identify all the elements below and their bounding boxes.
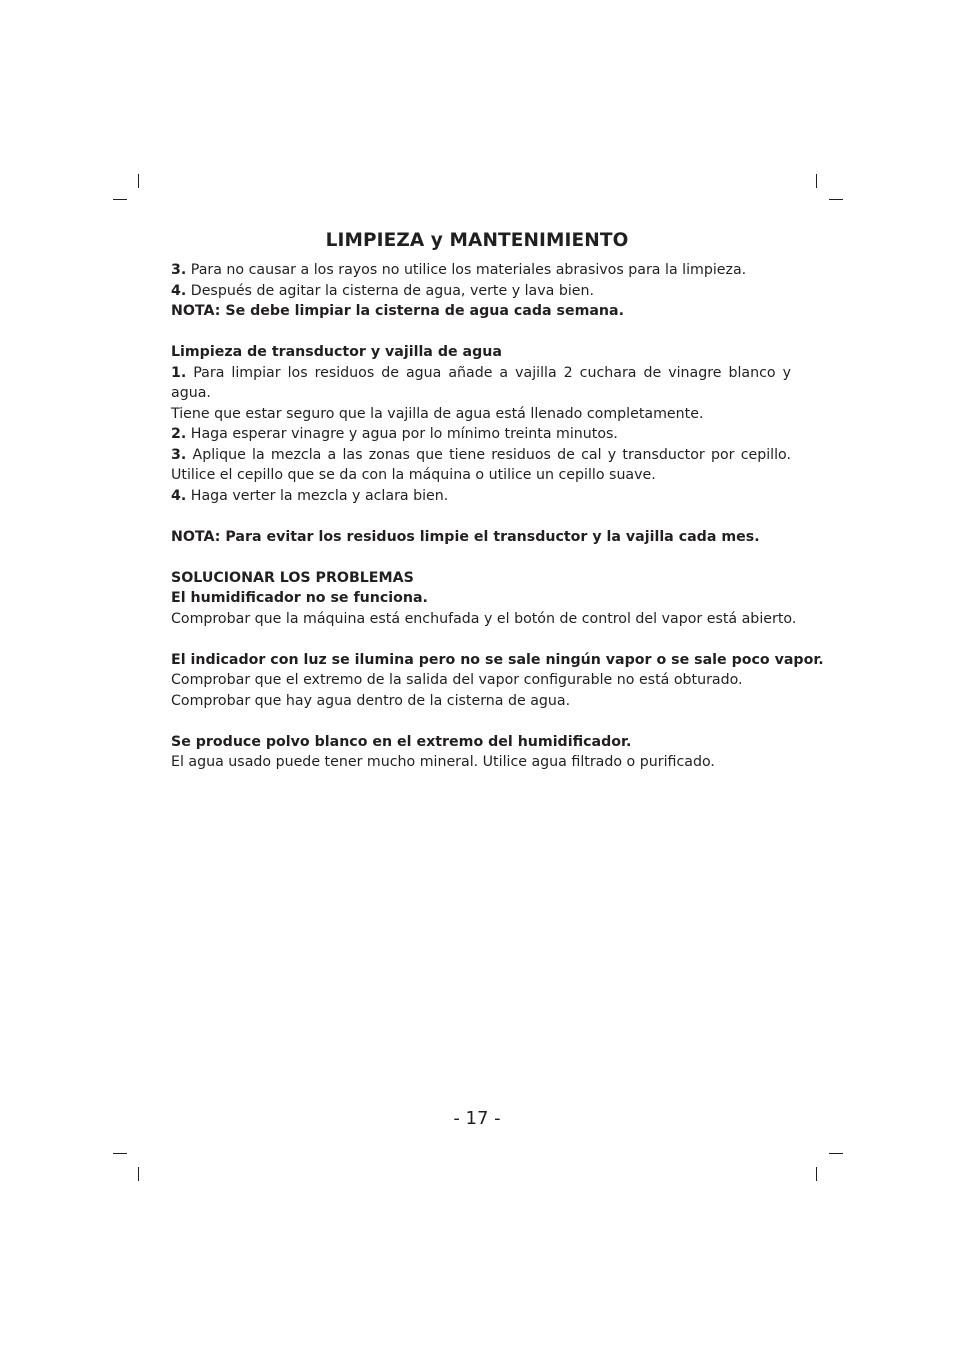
list-item [171,486,791,507]
spacer [171,711,791,732]
crop-mark [829,199,843,200]
item-number: 1. [171,364,187,381]
spacer [171,322,791,343]
problem-title: El indicador con luz se ilumina pero no se sale ningún vapor o se sale poco vapor. [171,651,824,668]
item-number: 3. [171,446,187,463]
item-continuation: Tiene que estar seguro que la vajilla de agua está llenado completamente. [171,405,704,422]
solution-text: El agua usado puede tener mucho mineral. Utilice agua filtrado o purificado. [171,754,715,770]
section-heading: Limpieza de transductor y vajilla de agua [171,344,502,360]
list-item [171,281,791,302]
list-item [171,424,791,445]
item-text: Para limpiar los residuos de agua añade a vajilla 2 cuchara de vinagre blanco y agua. [171,364,791,401]
problem-title: Se produce polvo blanco en el extremo del humidificador. [171,733,632,750]
item-text: Aplique la mezcla a las zonas que tiene residuos de cal y transductor por cepillo. [192,446,791,463]
crop-mark [113,199,127,200]
crop-mark [816,1167,817,1181]
page-number: - 17 - [453,1108,501,1129]
list-item [171,445,791,466]
item-number: 2. [171,426,187,442]
item-number: 4. [171,487,187,504]
item-text: Para no causar a los rayos no utilice los materiales abrasivos para la limpieza. [190,262,747,278]
solution-text: Comprobar que el extremo de la salida del vapor configurable no está obturado. [171,672,743,688]
spacer [171,547,791,568]
spacer [171,629,791,650]
item-number: 4. [171,282,187,299]
problem-title: El humidificador no se funciona. [171,590,428,606]
note: NOTA: Para evitar los residuos limpie el transductor y la vajilla cada mes. [171,528,760,545]
crop-mark [829,1153,843,1154]
section-heading: SOLUCIONAR LOS PROBLEMAS [171,569,414,586]
crop-mark [138,174,139,188]
crop-mark [113,1153,127,1154]
item-number: 3. [171,262,187,278]
note: NOTA: Se debe limpiar la cisterna de agua cada semana. [171,303,624,319]
list-item [171,260,791,281]
crop-mark [816,174,817,188]
list-item [171,363,791,404]
item-continuation: Utilice el cepillo que se da con la máquina o utilice un cepillo suave. [171,467,656,483]
spacer [171,506,791,527]
solution-text: Comprobar que hay agua dentro de la cisterna de agua. [171,692,571,709]
item-text: Después de agitar la cisterna de agua, verte y lava bien. [190,282,595,299]
page-content [171,260,824,773]
crop-mark [138,1167,139,1181]
page-title: LIMPIEZA y MANTENIMIENTO [325,230,629,251]
item-text: Haga verter la mezcla y aclara bien. [190,487,449,504]
solution-text: Comprobar que la máquina está enchufada y el botón de control del vapor está abierto. [171,610,797,627]
item-text: Haga esperar vinagre y agua por lo mínimo treinta minutos. [190,426,618,442]
